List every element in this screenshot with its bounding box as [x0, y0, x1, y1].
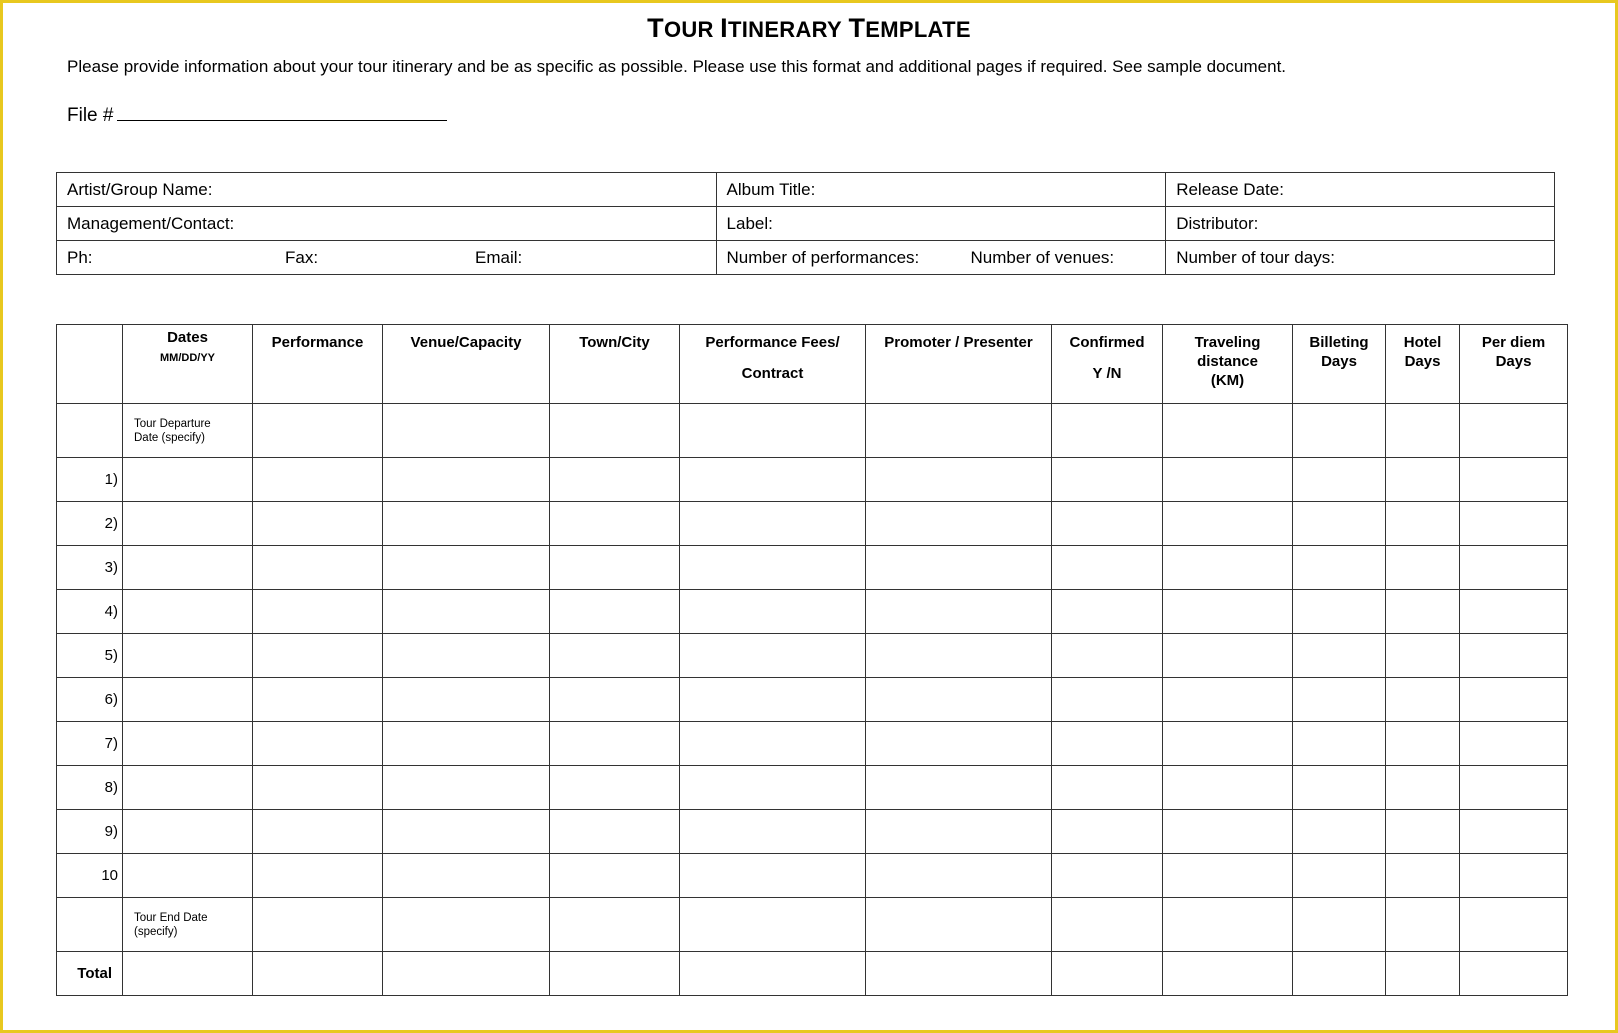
- table-cell[interactable]: [123, 678, 253, 722]
- table-cell[interactable]: [1163, 634, 1293, 678]
- table-cell[interactable]: [1386, 810, 1460, 854]
- table-cell[interactable]: [383, 952, 550, 996]
- table-cell[interactable]: [866, 634, 1052, 678]
- header-dates-format: MM/DD/YY: [160, 352, 215, 364]
- table-cell[interactable]: [123, 766, 253, 810]
- header-dates-label: Dates: [167, 329, 208, 346]
- table-cell[interactable]: [1052, 458, 1163, 502]
- table-cell[interactable]: [1293, 678, 1386, 722]
- table-cell[interactable]: [253, 458, 383, 502]
- table-cell[interactable]: [1052, 404, 1163, 458]
- table-cell[interactable]: [866, 766, 1052, 810]
- table-cell[interactable]: [1293, 898, 1386, 952]
- table-row: [57, 854, 1568, 898]
- table-cell[interactable]: [383, 502, 550, 546]
- table-cell[interactable]: [1052, 952, 1163, 996]
- file-number-field[interactable]: [67, 102, 447, 127]
- table-cell[interactable]: [550, 458, 680, 502]
- row-number: 7): [57, 722, 123, 766]
- table-cell[interactable]: [1293, 854, 1386, 898]
- table-cell[interactable]: [1460, 590, 1568, 634]
- table-cell[interactable]: [550, 898, 680, 952]
- table-cell[interactable]: [383, 854, 550, 898]
- table-cell[interactable]: [1293, 634, 1386, 678]
- table-cell[interactable]: [1163, 546, 1293, 590]
- table-cell[interactable]: [123, 634, 253, 678]
- table-cell[interactable]: [866, 502, 1052, 546]
- title-initial-1: T: [647, 13, 664, 43]
- table-cell[interactable]: [866, 722, 1052, 766]
- header-fees: [680, 325, 866, 404]
- table-cell[interactable]: [383, 634, 550, 678]
- info-row-management: [57, 207, 1555, 241]
- header-fees-line2: Contract: [741, 365, 804, 382]
- table-cell[interactable]: [1386, 546, 1460, 590]
- title-rest-2: TINERARY: [727, 17, 843, 42]
- table-cell[interactable]: [1293, 404, 1386, 458]
- itinerary-rows: [57, 458, 1568, 898]
- counts-cell[interactable]: [716, 241, 1166, 275]
- end-note-line1: Tour End Date: [134, 911, 208, 924]
- header-perdiem: [1460, 325, 1568, 404]
- departure-date-cell[interactable]: [123, 404, 253, 458]
- table-cell[interactable]: [123, 502, 253, 546]
- table-cell[interactable]: [123, 810, 253, 854]
- phone-label: Ph:: [67, 248, 93, 267]
- row-number: 1): [57, 458, 123, 502]
- table-cell[interactable]: [1052, 810, 1163, 854]
- header-confirmed-line1: Confirmed: [1069, 334, 1145, 351]
- header-dates: [123, 325, 253, 404]
- management-contact-field[interactable]: Management/Contact:: [57, 207, 717, 241]
- table-cell[interactable]: [1460, 898, 1568, 952]
- table-cell[interactable]: [253, 404, 383, 458]
- table-cell[interactable]: [1293, 590, 1386, 634]
- table-cell[interactable]: [1386, 502, 1460, 546]
- table-cell[interactable]: [253, 766, 383, 810]
- table-cell[interactable]: [1460, 952, 1568, 996]
- table-cell[interactable]: [550, 546, 680, 590]
- table-cell[interactable]: [680, 678, 866, 722]
- table-cell[interactable]: [550, 678, 680, 722]
- table-cell[interactable]: [383, 590, 550, 634]
- table-cell[interactable]: [1460, 404, 1568, 458]
- table-cell[interactable]: [253, 634, 383, 678]
- departure-row: [57, 404, 1568, 458]
- table-cell: [57, 404, 123, 458]
- table-cell[interactable]: [123, 854, 253, 898]
- table-cell[interactable]: [1293, 810, 1386, 854]
- table-cell[interactable]: [383, 678, 550, 722]
- table-cell[interactable]: [680, 722, 866, 766]
- table-cell[interactable]: [1052, 854, 1163, 898]
- table-cell[interactable]: [866, 404, 1052, 458]
- title-rest-1: OUR: [663, 17, 714, 42]
- table-cell[interactable]: [123, 546, 253, 590]
- info-table: [56, 172, 1555, 275]
- table-cell[interactable]: [1460, 678, 1568, 722]
- table-cell[interactable]: [253, 810, 383, 854]
- venues-label: Number of venues:: [970, 248, 1115, 267]
- header-hotel-line2: Days: [1404, 353, 1441, 370]
- header-venue-label: Venue/Capacity: [410, 334, 522, 351]
- table-cell[interactable]: [1460, 766, 1568, 810]
- table-cell: [57, 898, 123, 952]
- table-cell[interactable]: [383, 898, 550, 952]
- table-cell[interactable]: [383, 546, 550, 590]
- table-cell[interactable]: [1386, 952, 1460, 996]
- distributor-field[interactable]: Distributor:: [1166, 207, 1555, 241]
- table-cell[interactable]: [680, 634, 866, 678]
- table-cell[interactable]: [1052, 546, 1163, 590]
- table-row: [57, 634, 1568, 678]
- table-row: [57, 722, 1568, 766]
- header-town: [550, 325, 680, 404]
- table-cell[interactable]: [1460, 722, 1568, 766]
- table-cell[interactable]: [1052, 722, 1163, 766]
- title-rest-3: EMPLATE: [865, 17, 971, 42]
- header-traveling-line3: (KM): [1210, 372, 1245, 389]
- row-number: 2): [57, 502, 123, 546]
- end-note-line2: (specify): [134, 925, 178, 938]
- table-cell[interactable]: [1163, 898, 1293, 952]
- intro-text: Please provide information about your tour itinerary and be as specific as possible. Please use this format and additional pages if required. See sample document.: [67, 57, 1287, 76]
- info-row-artist: [57, 173, 1555, 207]
- table-cell[interactable]: [1163, 458, 1293, 502]
- table-cell[interactable]: [680, 810, 866, 854]
- header-billeting-line1: Billeting: [1309, 334, 1369, 351]
- title-initial-2: I: [720, 13, 728, 43]
- table-cell[interactable]: [1460, 546, 1568, 590]
- header-row: [57, 325, 1568, 404]
- table-cell[interactable]: [680, 854, 866, 898]
- table-cell[interactable]: [1386, 766, 1460, 810]
- header-venue: [383, 325, 550, 404]
- table-cell[interactable]: [1460, 810, 1568, 854]
- table-cell[interactable]: [1293, 458, 1386, 502]
- table-cell[interactable]: [550, 766, 680, 810]
- file-number-label: File #: [67, 105, 114, 126]
- header-hotel-line1: Hotel: [1403, 334, 1442, 351]
- table-cell[interactable]: [1293, 502, 1386, 546]
- itinerary-table: [56, 324, 1568, 996]
- row-number: 6): [57, 678, 123, 722]
- header-row-number: [57, 325, 123, 404]
- table-cell[interactable]: [253, 502, 383, 546]
- header-hotel: [1386, 325, 1460, 404]
- table-cell[interactable]: [866, 952, 1052, 996]
- table-cell[interactable]: [550, 590, 680, 634]
- header-traveling: [1163, 325, 1293, 404]
- header-confirmed-line2: Y /N: [1092, 365, 1122, 382]
- table-row: [57, 458, 1568, 502]
- row-number: 9): [57, 810, 123, 854]
- table-cell[interactable]: [1460, 458, 1568, 502]
- table-cell[interactable]: [866, 678, 1052, 722]
- table-row: [57, 678, 1568, 722]
- table-cell[interactable]: [1293, 766, 1386, 810]
- table-cell[interactable]: [383, 766, 550, 810]
- table-cell[interactable]: [550, 502, 680, 546]
- table-cell[interactable]: [680, 502, 866, 546]
- header-town-label: Town/City: [579, 334, 650, 351]
- header-perdiem-line2: Days: [1495, 353, 1532, 370]
- table-cell[interactable]: [383, 810, 550, 854]
- table-cell[interactable]: [1052, 502, 1163, 546]
- table-cell[interactable]: [253, 898, 383, 952]
- table-cell[interactable]: [550, 722, 680, 766]
- row-number: 5): [57, 634, 123, 678]
- table-cell[interactable]: [550, 404, 680, 458]
- table-cell[interactable]: [866, 546, 1052, 590]
- header-perdiem-line1: Per diem: [1481, 334, 1546, 351]
- table-cell[interactable]: [1163, 678, 1293, 722]
- table-cell[interactable]: [123, 590, 253, 634]
- table-cell[interactable]: [1386, 678, 1460, 722]
- table-cell[interactable]: [123, 458, 253, 502]
- table-cell[interactable]: [1460, 634, 1568, 678]
- table-cell[interactable]: [550, 854, 680, 898]
- table-cell[interactable]: [550, 634, 680, 678]
- table-cell[interactable]: [1386, 404, 1460, 458]
- table-cell[interactable]: [253, 722, 383, 766]
- performances-label: Number of performances:: [726, 248, 920, 267]
- email-label: Email:: [475, 248, 523, 267]
- header-billeting-line2: Days: [1321, 353, 1357, 370]
- table-cell[interactable]: [1052, 898, 1163, 952]
- table-cell[interactable]: [1386, 898, 1460, 952]
- info-row-contact: [57, 241, 1555, 275]
- table-row: [57, 590, 1568, 634]
- table-cell[interactable]: [1052, 634, 1163, 678]
- table-cell[interactable]: [1052, 678, 1163, 722]
- table-cell[interactable]: [680, 952, 866, 996]
- table-cell[interactable]: [1163, 590, 1293, 634]
- table-cell[interactable]: [866, 810, 1052, 854]
- table-cell[interactable]: [1163, 810, 1293, 854]
- table-cell[interactable]: [680, 458, 866, 502]
- tour-days-field[interactable]: Number of tour days:: [1166, 241, 1555, 275]
- departure-note-line1: Tour Departure: [134, 417, 211, 430]
- header-performance-label: Performance: [271, 334, 364, 351]
- page-title: [3, 13, 1615, 44]
- table-cell[interactable]: [123, 722, 253, 766]
- label-field[interactable]: Label:: [716, 207, 1166, 241]
- title-initial-3: T: [848, 13, 866, 43]
- file-number-line[interactable]: [117, 102, 447, 121]
- header-performance: [253, 325, 383, 404]
- contact-cell[interactable]: [57, 241, 717, 275]
- table-cell[interactable]: [1163, 722, 1293, 766]
- table-row: [57, 810, 1568, 854]
- table-cell[interactable]: [680, 404, 866, 458]
- header-confirmed: [1052, 325, 1163, 404]
- row-number: 4): [57, 590, 123, 634]
- table-cell[interactable]: [253, 952, 383, 996]
- table-cell[interactable]: [550, 810, 680, 854]
- table-cell[interactable]: [1163, 502, 1293, 546]
- table-cell[interactable]: [1163, 952, 1293, 996]
- row-number: 8): [57, 766, 123, 810]
- table-row: [57, 766, 1568, 810]
- header-promoter-label: Promoter / Presenter: [884, 334, 1033, 351]
- table-cell[interactable]: [1293, 546, 1386, 590]
- end-date-row: [57, 898, 1568, 952]
- table-cell[interactable]: [866, 854, 1052, 898]
- table-cell[interactable]: [1460, 854, 1568, 898]
- album-title-field[interactable]: Album Title:: [716, 173, 1166, 207]
- table-cell[interactable]: [123, 952, 253, 996]
- table-cell[interactable]: [680, 766, 866, 810]
- table-row: [57, 502, 1568, 546]
- table-cell[interactable]: [1460, 502, 1568, 546]
- table-cell[interactable]: [383, 404, 550, 458]
- departure-note-line2: Date (specify): [134, 431, 205, 444]
- table-cell[interactable]: [866, 458, 1052, 502]
- header-traveling-line1: Traveling: [1194, 334, 1261, 351]
- table-cell[interactable]: [253, 678, 383, 722]
- artist-name-field[interactable]: Artist/Group Name:: [57, 173, 717, 207]
- table-cell[interactable]: [1386, 458, 1460, 502]
- table-cell[interactable]: [1163, 854, 1293, 898]
- table-cell[interactable]: [1293, 952, 1386, 996]
- table-cell[interactable]: [383, 722, 550, 766]
- table-cell[interactable]: [680, 590, 866, 634]
- header-fees-line1: Performance Fees/: [705, 334, 840, 351]
- table-cell[interactable]: [1163, 404, 1293, 458]
- table-cell[interactable]: [1293, 722, 1386, 766]
- table-cell[interactable]: [253, 546, 383, 590]
- fax-label: Fax:: [285, 248, 319, 267]
- header-promoter: [866, 325, 1052, 404]
- table-cell[interactable]: [866, 898, 1052, 952]
- table-cell[interactable]: [1386, 590, 1460, 634]
- row-number: 10: [57, 854, 123, 898]
- table-cell[interactable]: [253, 854, 383, 898]
- end-date-cell[interactable]: [123, 898, 253, 952]
- table-cell[interactable]: [1386, 722, 1460, 766]
- table-row: [57, 546, 1568, 590]
- table-cell[interactable]: [1052, 590, 1163, 634]
- table-cell[interactable]: [253, 590, 383, 634]
- table-cell[interactable]: [1052, 766, 1163, 810]
- header-billeting: [1293, 325, 1386, 404]
- table-cell[interactable]: [680, 546, 866, 590]
- total-row: [57, 952, 1568, 996]
- total-label: Total: [57, 952, 123, 996]
- row-number: 3): [57, 546, 123, 590]
- release-date-field[interactable]: Release Date:: [1166, 173, 1555, 207]
- table-cell[interactable]: [550, 952, 680, 996]
- table-cell[interactable]: [1163, 766, 1293, 810]
- table-cell[interactable]: [383, 458, 550, 502]
- table-cell[interactable]: [680, 898, 866, 952]
- table-cell[interactable]: [1386, 634, 1460, 678]
- table-cell[interactable]: [866, 590, 1052, 634]
- table-cell[interactable]: [1386, 854, 1460, 898]
- header-traveling-line2: distance: [1197, 353, 1258, 370]
